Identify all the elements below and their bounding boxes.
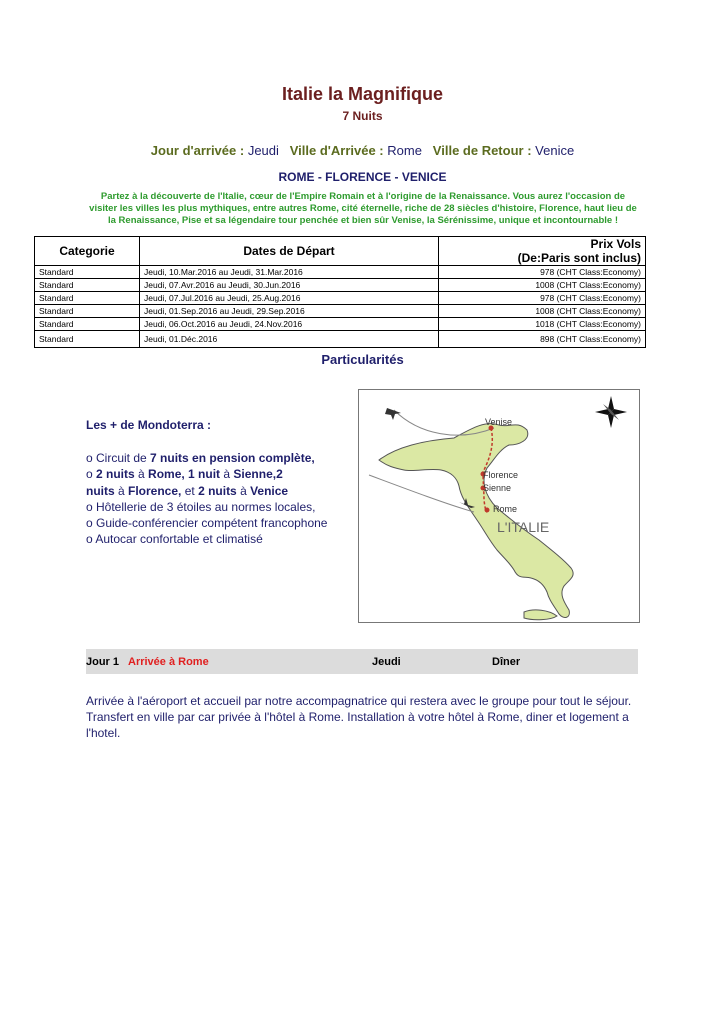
list-item-bold: nuits [86,483,115,498]
list-item-text: à [236,483,251,498]
list-item-bold: Florence, [128,483,182,498]
route-heading: ROME - FLORENCE - VENICE [278,170,447,184]
table-row [35,331,646,348]
day-meal: Dîner [492,656,521,668]
row-dates: Jeudi, 06.Oct.2016 au Jeudi, 24.Nov.2016 [140,318,439,331]
rome-marker [485,508,490,513]
row-category: Standard [35,331,140,348]
list-item-bold: 2 nuits [96,467,135,482]
compass-rose-icon [595,396,627,428]
list-item-text: o Circuit de [86,451,151,465]
list-item-bold: Sienne,2 [233,467,283,482]
day-bar [86,649,638,674]
price-header-line2: (De:Paris sont inclus) [517,251,641,265]
row-category: Standard [35,266,140,279]
row-dates: Jeudi, 10.Mar.2016 au Jeudi, 31.Mar.2016 [140,266,439,279]
category-header: Categorie [35,237,140,266]
row-dates: Jeudi, 07.Avr.2016 au Jeudi, 30.Jun.2016 [140,279,439,292]
day-title: Arrivée à Rome [128,656,209,668]
list-item-text: à [114,483,129,498]
row-dates: Jeudi, 01.Déc.2016 [140,331,439,348]
row-price: 898 (CHT Class:Economy) [439,331,646,348]
intro-paragraph: Partez à la découverte de l'Italie, cœur de l'Empire Romain et à l'origine de la Renaissance. Vous aurez l'occasion de visiter les villes les plus mythiques, entre autres Rome, cité éternelle, riche de 28 siècles d'histoire, Florence, haut lieu de la Renaissance, Pise et sa légendaire tour penchée et bien sûr Venise, la Sérénissime, unique et incontournable ! [89,191,637,226]
row-price: 1008 (CHT Class:Economy) [439,305,646,318]
arrival-day-label: Jour d'arrivée : [150,143,245,158]
country-label: L'ITALIE [497,519,550,535]
list-item-bold: Rome, 1 nuit [148,467,221,482]
sienne-label: Sienne [483,483,512,493]
venise-label: Venise [485,417,513,427]
table-row [35,318,646,331]
list-item: o Hôtellerie de 3 étoiles au normes locales, [86,499,316,514]
list-item-text: à [220,467,234,482]
price-table [34,236,646,348]
particularites-heading: Particularités [321,352,404,367]
arrival-city: Rome [387,143,422,158]
list-item: o Autocar confortable et climatisé [86,532,263,547]
plus-list [86,450,346,548]
return-city: Venice [535,143,575,158]
list-item-bold: 7 nuits en pension complète, [150,451,315,465]
return-city-label: Ville de Retour : [432,143,532,158]
row-price: 1018 (CHT Class:Economy) [439,318,646,331]
table-row [35,305,646,318]
list-item-text: à [134,467,149,482]
row-price: 1008 (CHT Class:Economy) [439,279,646,292]
day-description: Arrivée à l'aéroport et accueil par notre accompagnatrice qui restera avec le groupe pour tout le séjour. Transfert en ville par car privée à l'hôtel à Rome. Installation à votre hôtel à Rome, diner et logement a l'hotel. [86,694,632,740]
table-row [35,292,646,305]
row-category: Standard [35,305,140,318]
list-item [86,450,346,466]
list-item [86,483,346,499]
row-price: 978 (CHT Class:Economy) [439,266,646,279]
plus-title: Les + de Mondoterra : [86,418,212,432]
row-price: 978 (CHT Class:Economy) [439,292,646,305]
arrival-city-label: Ville d'Arrivée : [289,143,384,158]
list-item-text: et [181,483,199,498]
dates-header: Dates de Départ [140,237,439,266]
arrival-info [0,143,725,158]
list-item [86,466,346,482]
day-weekday: Jeudi [372,656,401,668]
italy-route-map [358,389,640,623]
nights-subtitle: 7 Nuits [342,109,383,123]
rome-label: Rome [493,504,518,514]
row-dates: Jeudi, 07.Jul.2016 au Jeudi, 25.Aug.2016 [140,292,439,305]
price-header [439,237,646,266]
day-label: Jour 1 [86,656,120,668]
sicily-landmass [524,610,557,620]
row-category: Standard [35,292,140,305]
arrival-day: Jeudi [247,143,279,158]
list-item: o Guide-conférencier compétent francophone [86,516,328,531]
florence-label: Florence [483,470,519,480]
table-row [35,266,646,279]
row-category: Standard [35,279,140,292]
price-table-header [35,237,646,266]
list-item-text: o [86,467,97,482]
table-row [35,279,646,292]
row-category: Standard [35,318,140,331]
list-item-bold: 2 nuits [198,483,237,498]
list-item-bold: Venice [250,483,289,498]
row-dates: Jeudi, 01.Sep.2016 au Jeudi, 29.Sep.2016 [140,305,439,318]
page-title: Italie la Magnifique [281,84,444,104]
price-header-line1: Prix Vols [590,237,641,251]
